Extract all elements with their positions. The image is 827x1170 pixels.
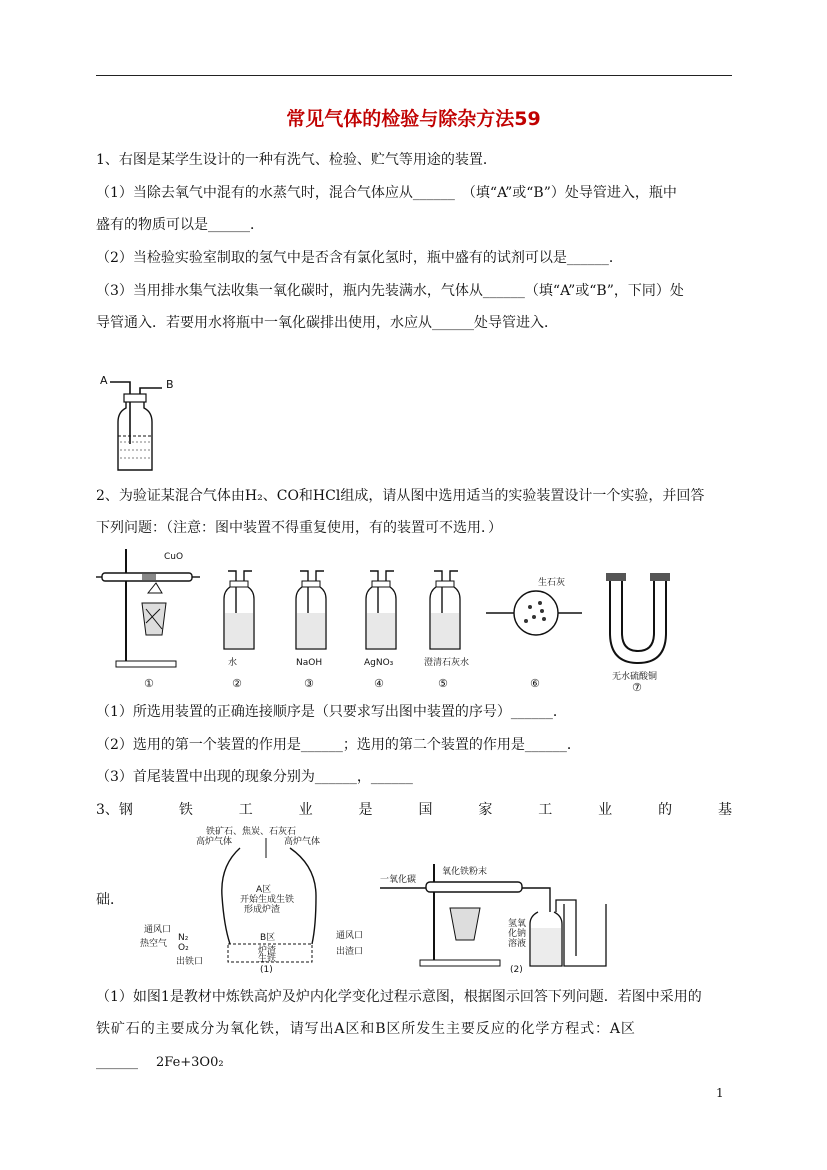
svg-text:通风口: 通风口 — [144, 925, 172, 935]
blast-furnace-figure — [140, 826, 380, 976]
apparatus-4 — [364, 571, 396, 690]
svg-text:B区: B区 — [260, 933, 276, 943]
apparatus-1 — [96, 549, 200, 690]
q2-intro-line1: 2、为验证某混合气体由H₂、CO和HCl组成，请从图中选用适当的实验装置设计一个实验，并回答 — [96, 488, 705, 504]
apparatus-6 — [486, 576, 582, 690]
q1-gas-bottle-figure — [96, 372, 186, 474]
svg-text:出渣口: 出渣口 — [336, 947, 364, 957]
svg-text:氢氧: 氢氧 — [508, 919, 527, 929]
q2-part2: （2）选用的第一个装置的作用是______；选用的第二个装置的作用是______． — [96, 737, 581, 753]
svg-text:形成炉渣: 形成炉渣 — [244, 905, 281, 915]
svg-text:化钠: 化钠 — [508, 929, 527, 939]
q2-apparatus-figure — [96, 543, 716, 693]
svg-text:炉渣: 炉渣 — [258, 946, 277, 956]
q3-part1-line1: （1）如图1是教材中炼铁高炉及炉内化学变化过程示意图，根据图示回答下列问题．若图中采用的 — [96, 989, 702, 1005]
label-b: B — [166, 378, 174, 391]
svg-text:(2): (2) — [510, 965, 523, 975]
apparatus-4-num: ④ — [374, 677, 384, 690]
apparatus-7-num: ⑦ — [632, 681, 642, 693]
apparatus-3-num: ③ — [304, 677, 314, 690]
svg-text:O₂: O₂ — [178, 943, 189, 953]
q2-part3: （3）首尾装置中出现的现象分别为______，______ — [96, 769, 413, 785]
q3-part1-line3: ______ 2Fe+3O0₂ — [96, 1054, 224, 1070]
q3-part1-line2-text: 铁矿石的主要成分为氧化铁，请写出A区和B区所发生主要反应的化学方程式：A区 — [96, 1021, 636, 1037]
top-inputs: 铁矿石、焦炭、石灰石 — [206, 827, 297, 837]
apparatus-7-label: 无水硫酸铜 — [612, 672, 658, 682]
apparatus-6-num: ⑥ — [530, 677, 540, 690]
svg-text:(1): (1) — [260, 965, 273, 975]
q1-part3-line1: （3）当用排水集气法收集一氧化碳时，瓶内先装满水，气体从______（填“A”或“B”，下同）处 — [96, 283, 684, 299]
apparatus-3-label: NaOH — [296, 658, 323, 668]
svg-text:氧化铁粉末: 氧化铁粉末 — [442, 867, 488, 877]
svg-text:N₂: N₂ — [178, 933, 189, 943]
apparatus-5-num: ⑤ — [438, 677, 448, 690]
apparatus-7 — [606, 573, 670, 693]
svg-text:热空气: 热空气 — [140, 939, 168, 949]
svg-text:开始生成生铁: 开始生成生铁 — [240, 895, 295, 905]
top-left-gas: 高炉气体 — [196, 837, 233, 847]
top-right-gas: 高炉气体 — [284, 837, 321, 847]
q1-part3-line2: 导管通入．若要用水将瓶中一氧化碳排出使用，水应从______处导管进入． — [96, 315, 558, 331]
apparatus-1-num: ① — [144, 677, 154, 690]
svg-text:A区: A区 — [256, 885, 272, 895]
q3-intro-line2: 础． — [96, 892, 124, 908]
apparatus-4-label: AgNO₃ — [364, 658, 394, 668]
q2-intro-line2: 下列问题：（注意：图中装置不得重复使用，有的装置可不选用．） — [96, 520, 502, 536]
apparatus-6-label: 生石灰 — [538, 578, 566, 588]
header-rule — [96, 75, 732, 76]
label-a: A — [100, 374, 108, 387]
q2-part1: （1）所选用装置的正确连接顺序是（只要求写出图中装置的序号）______． — [96, 704, 567, 720]
svg-text:一氧化碳: 一氧化碳 — [380, 875, 417, 885]
q1-intro: 1、右图是某学生设计的一种有洗气、检验、贮气等用途的装置． — [96, 152, 497, 168]
svg-text:生铁: 生铁 — [258, 954, 277, 964]
apparatus-2 — [224, 571, 254, 690]
apparatus-2-label: 水 — [228, 658, 238, 668]
q3-intro-line1: 3、钢 铁 工 业 是 国 家 工 业 的 基 — [96, 802, 732, 818]
svg-text:出铁口: 出铁口 — [176, 957, 204, 967]
q1-part2: （2）当检验实验室制取的氢气中是否含有氯化氢时，瓶中盛有的试剂可以是______． — [96, 250, 623, 266]
page-number: 1 — [716, 1086, 724, 1100]
svg-text:通风口: 通风口 — [336, 931, 364, 941]
apparatus-3 — [296, 571, 326, 690]
apparatus-5 — [424, 571, 469, 690]
q1-part1-line2: 盛有的物质可以是______． — [96, 217, 264, 233]
apparatus-1-label: CuO — [164, 552, 184, 562]
apparatus-5-label: 澄清石灰水 — [424, 658, 470, 668]
reduction-apparatus-figure — [380, 860, 620, 978]
svg-text:溶液: 溶液 — [508, 939, 527, 949]
page-title: 常见气体的检验与除杂方法59 — [286, 108, 541, 130]
apparatus-2-num: ② — [232, 677, 242, 690]
q1-part1-line1: （1）当除去氧气中混有的水蒸气时，混合气体应从______ （填“A”或“B”）处导管进入，瓶中 — [96, 185, 677, 201]
